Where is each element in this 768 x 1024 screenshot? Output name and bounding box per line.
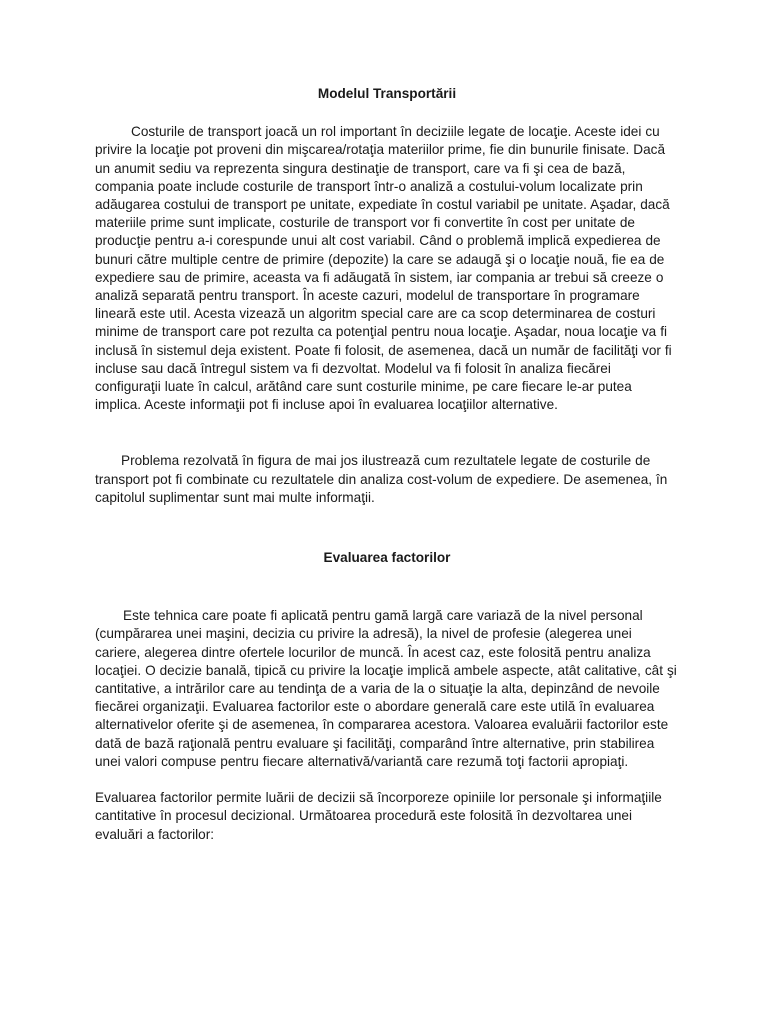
paragraph-figure-reference: Problema rezolvată în figura de mai jos ilustrează cum rezultatele legate de costurile de transport pot fi combinate cu rezultatele din analiza cost-volum de expediere. De asemenea, în capitolul suplimentar sunt mai multe informaţii. xyxy=(95,453,668,505)
paragraph-procedure-intro: Evaluarea factorilor permite luării de decizii să încorporeze opiniile lor personale şi informaţiile cantitative în procesul decizional. Următoarea procedură este folosită în dezvoltarea unei evaluări a factorilor: xyxy=(95,790,662,842)
section-subtitle: Evaluarea factorilor xyxy=(323,550,451,566)
document-title: Modelul Transportării xyxy=(317,86,457,101)
paragraph-transport-costs: Costurile de transport joacă un rol important în deciziile legate de locaţie. Aceste idei cu privire la locaţie pot proveni din mişcarea/rotaţia materiilor prime, fie din bunurile finisate. Dacă un anumit sediu va reprezenta singura destinaţie de transport, care va fi şi cea de bază, compania poate include costurile de transport într-o analiză a costului-volum localizate prin adăugarea costului de transport pe unitate, expediate în costul variabil pe unitate. Aşadar, dacă materiile prime sunt implicate, costurile de transport vor fi convertite în cost per unitate de producţie pentru a-i corespunde unui alt cost variabil. Când o problemă implică expedierea de bunuri către multiple centre de primire (depozite) la care se adaugă şi o locaţie nouă, fie ea de expediere sau de primire, aceasta va fi adăugată în sistem, iar compania ar trebui să creeze o analiză separată pentru transport. În aceste cazuri, modelul de transportare în programare lineară este util. Acesta vizează un algoritm special care are ca scop determinarea de costuri minime de transport care pot rezulta ca potenţial pentru noua locaţie. Aşadar, noua locaţie va fi inclusă în sistemul deja existent. Poate fi folosit, de asemenea, dacă un număr de facilităţi vor fi incluse sau dacă întregul sistem va fi dezvoltat. Modelul va fi folosit în analiza fiecărei configuraţii luate în calcul, arătând care sunt costurile minime, pe care fiecare le-ar putea implica. Aceste informaţii pot fi incluse apoi în evaluarea locaţiilor alternative. xyxy=(95,124,672,413)
paragraph-factor-rating: Este tehnica care poate fi aplicată pentru gamă largă care variază de la nivel personal (cumpărarea unei maşini, decizia cu privire la adresă), la nivel de profesie (alegerea unei cariere, alegerea dintre ofertele locurilor de muncă. În acest caz, este folosită pentru analiza locaţiei. O decizie banală, tipică cu privire la locaţie implică ambele aspecte, atât calitative, cât şi cantitative, a intrărilor care au tendinţa de a varia de la o situaţie la alta, depinzând de nevoile fiecărei organizaţii. Evaluarea factorilor este o abordare generală care este utilă în evaluarea alternativelor oferite şi de asemenea, în compararea acestora. Valoarea evaluării factorilor este dată de bază raţională pentru evaluare şi facilităţi, comparând între alternative, prin stabilirea unei valori compuse pentru fiecare alternativă/variantă care rezumă toţi factorii apropiaţi. xyxy=(95,608,677,769)
document-page xyxy=(95,85,679,844)
